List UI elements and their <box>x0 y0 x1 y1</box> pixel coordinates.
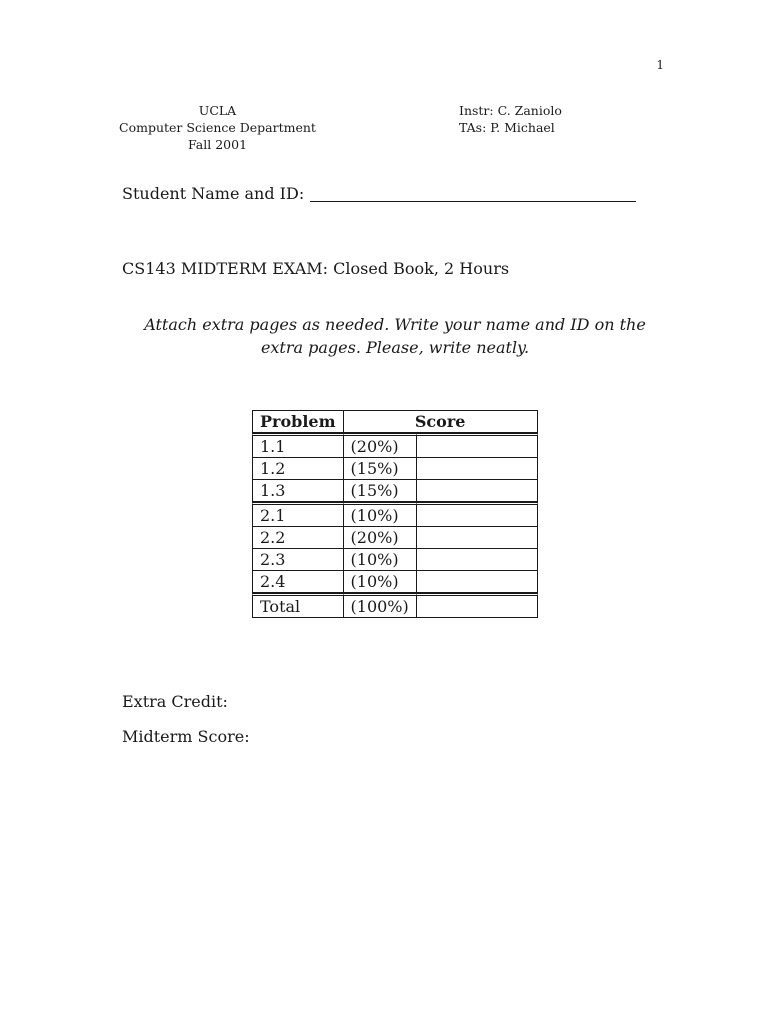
exam-title: CS143 MIDTERM EXAM: Closed Book, 2 Hours <box>122 259 510 278</box>
problem-cell: 2.1 <box>252 502 344 527</box>
midterm-score-label: Midterm Score: <box>122 727 250 746</box>
total-weight-cell: (100%) <box>344 593 417 618</box>
table-header-row <box>252 410 538 433</box>
problem-cell: 1.3 <box>252 480 344 502</box>
instructions: Attach extra pages as needed. Write your name and ID on the extra pages. Please, write neatly. <box>144 315 646 357</box>
table-total-row <box>252 593 538 618</box>
problem-cell: 2.2 <box>252 527 344 549</box>
score-cell[interactable] <box>417 502 538 527</box>
score-cell[interactable] <box>417 571 538 593</box>
weight-cell: (10%) <box>344 571 417 593</box>
table-row <box>252 433 538 458</box>
problem-cell: 1.2 <box>252 458 344 480</box>
score-cell[interactable] <box>417 549 538 571</box>
weight-cell: (20%) <box>344 433 417 458</box>
page-number: 1 <box>656 58 664 72</box>
header-score: Score <box>344 410 538 433</box>
table-row <box>252 549 538 571</box>
weight-cell: (10%) <box>344 502 417 527</box>
header-problem: Problem <box>252 410 344 433</box>
problem-cell: 1.1 <box>252 433 344 458</box>
problem-cell: 2.3 <box>252 549 344 571</box>
score-table <box>252 410 538 618</box>
table-row <box>252 458 538 480</box>
score-cell[interactable] <box>417 527 538 549</box>
total-label-cell: Total <box>252 593 344 618</box>
student-name-line <box>122 184 636 203</box>
header-instructor: Instr: C. Zaniolo <box>459 103 562 118</box>
weight-cell: (10%) <box>344 549 417 571</box>
header-left <box>110 102 325 153</box>
student-name-blank[interactable] <box>310 185 636 202</box>
problem-cell: 2.4 <box>252 571 344 593</box>
score-cell[interactable] <box>417 458 538 480</box>
header-university: UCLA <box>198 103 237 118</box>
total-score-cell[interactable] <box>417 593 538 618</box>
header-department: Computer Science Department <box>119 120 316 135</box>
weight-cell: (15%) <box>344 458 417 480</box>
table-row <box>252 527 538 549</box>
student-name-label: Student Name and ID: <box>122 184 305 203</box>
weight-cell: (15%) <box>344 480 417 502</box>
table-row <box>252 480 538 502</box>
score-cell[interactable] <box>417 480 538 502</box>
table-row <box>252 571 538 593</box>
weight-cell: (20%) <box>344 527 417 549</box>
score-cell[interactable] <box>417 433 538 458</box>
header-tas: TAs: P. Michael <box>459 120 555 135</box>
table-row <box>252 502 538 527</box>
header-right <box>459 102 562 136</box>
header-term: Fall 2001 <box>187 137 248 152</box>
extra-credit-label: Extra Credit: <box>122 692 228 711</box>
